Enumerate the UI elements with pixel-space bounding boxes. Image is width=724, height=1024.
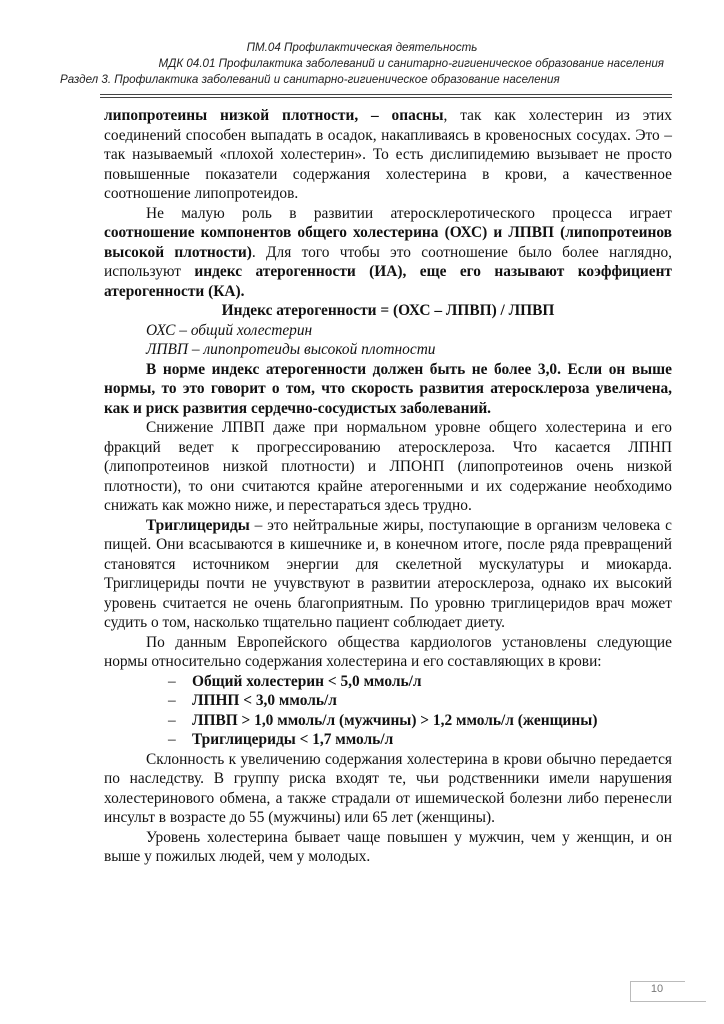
paragraph-european-norms: По данным Европейского общества кардиологов установлены следующие нормы относительно содержания холестерина и его составляющих в крови: xyxy=(104,633,672,670)
paragraph-gender-age: Уровень холестерина бывает чаще повышен у мужчин, чем у женщин, и он выше у пожилых людей, чем у молодых. xyxy=(104,828,672,865)
paragraph-norm xyxy=(104,360,672,419)
paragraph-heredity: Склонность к увеличению содержания холестерина в крови обычно передается по наследству. В группу риска входят те, чьи родственники имели нарушения холестеринового обмена, а также страдали от ишемической болезни либо перенесли инсульт в возрасте до 55 (мужчины) или 65 лет (женщины). xyxy=(104,750,672,826)
list-item xyxy=(104,672,672,692)
list-item xyxy=(104,711,672,731)
formula xyxy=(104,301,672,321)
list-item-text: Триглицериды < 1,7 ммоль/л xyxy=(192,731,394,748)
norm-text: В норме индекс атерогенности должен быть не более 3,0. Если он выше нормы, то это говорит о том, что скорость развития атеросклероза увеличена, как и риск развития сердечно-сосудистых заболеваний. xyxy=(104,360,672,417)
header-rule-bottom xyxy=(100,97,672,98)
definition-ohs: ОХС – общий холестерин xyxy=(146,321,313,339)
triglycerides-term: Триглицериды xyxy=(146,516,250,534)
list-item-text: ЛПНП < 3,0 ммоль/л xyxy=(192,692,337,709)
page-body xyxy=(104,106,672,867)
list-dash: – xyxy=(168,731,176,748)
paragraph-hdl-decrease: Снижение ЛПВП даже при нормальном уровне общего холестерина и его фракций ведет к прогрессированию атеросклероза. Что касается ЛПНП (липопротеинов низкой плотности) и ЛПОНП (липопротеинов очень низкой плотности), то они считаются крайне атерогенными и их содержание необходимо снижать как можно ниже, и перестараться здесь трудно. xyxy=(104,419,672,514)
header-rule-top xyxy=(100,94,672,95)
ldl-text: , так как холестерин из этих соединений способен выпадать в осадок, накапливаясь в кровеносных сосудах. Это – так называемый «плохой холестерин». То есть дислипидемию вызывает не просто повышенные показатели содержания холестерина в крови, а качественное соотношение липопротеидов. xyxy=(104,107,672,202)
header-module: МДК 04.01 Профилактика заболеваний и санитарно-гигиеническое образование населения xyxy=(158,57,664,70)
running-header xyxy=(60,40,664,88)
page-number-rule xyxy=(630,1001,706,1002)
formula-text: Индекс атерогенности = (ОХС – ЛПВП) / ЛПВП xyxy=(221,302,555,319)
ratio-text-2: . Для того чтобы это соотношение было более наглядно, используют xyxy=(104,243,672,280)
paragraph-ldl-danger xyxy=(104,106,672,204)
list-item-text: Общий холестерин < 5,0 ммоль/л xyxy=(192,672,422,690)
triglycerides-text: – это нейтральные жиры, поступающие в организм человека с пищей. Они всасываются в кишечнике и, в конечном итоге, после ряда превращений становятся источником энергии для скелетной мускулатуры и миокарда. Триглицериды почти не учувствуют в развитии атеросклероза, однако их высокий уровень считается не очень благоприятным. По уровню триглицеридов врач может судить о том, насколько тщательно пациент соблюдает диету. xyxy=(104,516,672,631)
definition-lpvp: ЛПВП – липопротеиды высокой плотности xyxy=(146,341,436,358)
list-dash: – xyxy=(168,692,176,709)
page-number: 10 xyxy=(650,983,664,995)
list-dash: – xyxy=(168,711,176,729)
header-course: ПМ.04 Профилактическая деятельность xyxy=(246,41,478,54)
list-item-text: ЛПВП > 1,0 ммоль/л (мужчины) > 1,2 ммоль/л (женщины) xyxy=(192,711,598,729)
paragraph-atherogenic-ratio xyxy=(104,204,672,302)
ratio-text-1: Не малую роль в развитии атеросклеротического процесса играет xyxy=(146,204,672,222)
ratio-bold-2: индекс атерогенности (ИА), еще его называют коэффициент атерогенности (КА). xyxy=(104,263,672,300)
ldl-bold-phrase: липопротеины низкой плотности, – опасны xyxy=(104,107,444,124)
list-item xyxy=(104,691,672,711)
paragraph-triglycerides xyxy=(104,516,672,633)
list-dash: – xyxy=(168,672,176,690)
header-section: Раздел 3. Профилактика заболеваний и санитарно-гигиеническое образование населения xyxy=(60,73,560,86)
norms-list xyxy=(104,672,672,750)
list-item xyxy=(104,730,672,750)
ratio-bold-1: соотношение компонентов общего холестерина (ОХС) и ЛПВП (липопротеинов высокой плотности) xyxy=(104,224,672,261)
